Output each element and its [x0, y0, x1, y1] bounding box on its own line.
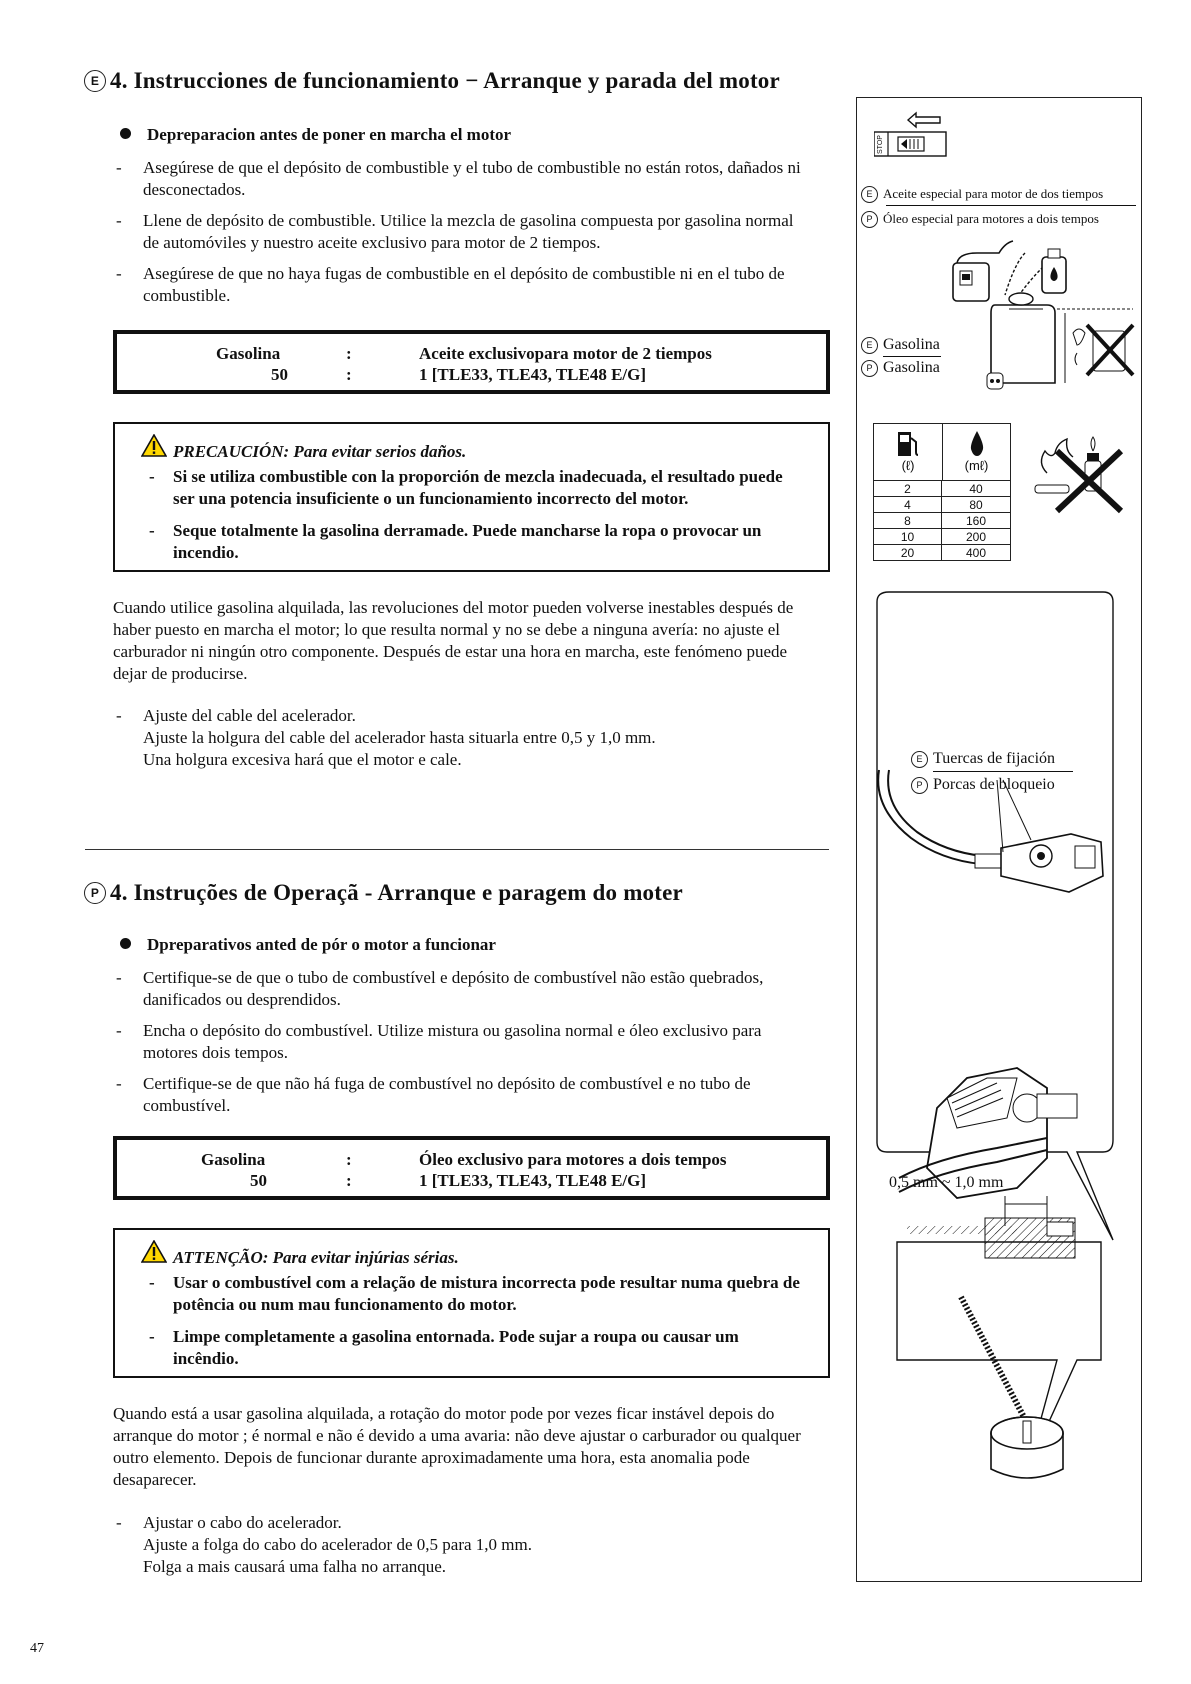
note-paragraph-pt: Quando está a usar gasolina alquilada, a rotação do motor pode por vezes ficar instável depois do arranque do motor ; é normal e não é devido a uma avaria: não deve ajustar o carburador ou qualquer outro elemento. Depois de funcionar durante aproximadamente uma hora, esta anomalia pode desaparecer.: [113, 1404, 801, 1489]
list-item: - Encha o depósito do combustível. Utilize mistura ou gasolina normal e óleo exclusivo para motores dois tempos.: [116, 1021, 762, 1062]
warning-title-pt: ATTENÇÃO: Para evitar injúrias sérias.: [173, 1248, 459, 1267]
gap-label: 0,5 mm ~ 1,0 mm: [889, 1174, 1004, 1191]
warning-item: - Usar o combustível com a relação de mistura incorrecta pode resultar numa quebra de potência ou num mau funcionamento do motor.: [149, 1273, 800, 1314]
list-item: - Certifique-se de que não há fuga de combustível no depósito de combustível e no tubo de combustível.: [116, 1074, 751, 1115]
prep-heading-pt: Dpreparativos anted de pór o motor a funcionar: [118, 935, 496, 955]
oil-label-es: E Aceite especial para motor de dos tiempos: [861, 186, 1103, 203]
warning-triangle-icon: [141, 434, 167, 457]
label-underline: [886, 205, 1136, 206]
illustration-panel: [856, 97, 1142, 1582]
warning-triangle-icon: [141, 1240, 167, 1263]
table-row: 10 200: [874, 529, 1010, 545]
table-row: 20 400: [874, 545, 1010, 561]
oil-label-pt: P Óleo especial para motores a dois tempos: [861, 211, 1099, 228]
gas-label-es: E Gasolina: [861, 336, 940, 354]
nuts-label-es: E Tuercas de fijación: [911, 750, 1055, 768]
section-title-es: E 4. Instrucciones de funcionamiento − Arranque y parada del motor: [84, 68, 780, 94]
table-row: 2 40: [874, 481, 1010, 497]
warning-box-pt: [113, 1228, 830, 1378]
fuel-can-mixing-illustration: [947, 233, 1137, 403]
note-paragraph-es: Cuando utilice gasolina alquilada, las revoluciones del motor pueden volverse inestables después de haber puesto en marcha el motor; lo que resulta normal y no se debe a ninguna avería: no ajuste el carburador ni ningún otro componente. Después de estar una hora en marcha, este fenómeno puede dejar de producirse.: [113, 598, 794, 683]
bullet-dot-icon: [120, 128, 131, 139]
gas-label-pt: P Gasolina: [861, 359, 940, 377]
table-row: 8 160: [874, 513, 1010, 529]
label-underline: [883, 356, 941, 357]
prep-heading-es: Depreparacion antes de poner en marcha el motor: [118, 125, 511, 145]
nuts-label-pt: P Porcas de bloqueio: [911, 776, 1055, 794]
fuel-pump-icon: [895, 428, 921, 458]
warning-item: - Seque totalmente la gasolina derramade. Puede mancharse la ropa o provocar un incendio.: [149, 521, 762, 562]
list-item: - Asegúrese de que no haya fugas de combustible en el depósito de combustible ni en el tubo de combustible.: [116, 264, 785, 305]
warning-item: - Limpe completamente a gasolina entornada. Pode sujar a roupa ou causar um incêndio.: [149, 1327, 739, 1368]
section-divider: [85, 849, 829, 850]
lang-badge-es: E: [84, 70, 106, 92]
cable-adjust-pt: - Ajustar o cabo do acelerador. Ajuste a folga do cabo do acelerador de 0,5 para 1,0 mm. Folga a mais causará uma falha no arranque.: [116, 1513, 532, 1576]
oil-drop-icon: [967, 428, 987, 458]
cable-gap-detail: [897, 1196, 1097, 1276]
no-fire-icon: [1027, 433, 1131, 517]
list-item: - Llene de depósito de combustible. Utilice la mezcla de gasolina compuesta por gasolina normal de automóviles y nuestro aceite exclusivo para motor de 2 tiempos.: [116, 211, 794, 252]
fuel-mix-box-es: Gasolina 50 : : Aceite exclusivopara motor de 2 tiempos 1 [TLE33, TLE43, TLE48 E/G]: [113, 330, 830, 394]
list-item: - Certifique-se de que o tubo de combustível e depósito de combustível não estão quebrados, danificados ou desprendidos.: [116, 968, 764, 1009]
table-row: 4 80: [874, 497, 1010, 513]
list-item: - Asegúrese de que el depósito de combustible y el tubo de combustible no están rotos, dañados ni desconectados.: [116, 158, 801, 199]
stop-label: STOP: [877, 135, 884, 155]
section-title-pt: P 4. Instruções de Operaçã - Arranque e paragem do moter: [84, 880, 683, 906]
mix-ratio-table: (ℓ) (mℓ) 2 40 4 80 8 160 10 200 20 400: [873, 423, 1011, 561]
throttle-knob-illustration: [957, 1293, 1097, 1483]
mix-ratio-rows: [874, 481, 1010, 560]
label-underline: [933, 771, 1073, 772]
page-number: 47: [30, 1641, 44, 1656]
warning-item: - Si se utiliza combustible con la proporción de mezcla inadecuada, el resultado puede ser una potencia insuficiente o un funcionamiento incorrecto del motor.: [149, 467, 783, 508]
cable-adjust-es: - Ajuste del cable del acelerador. Ajuste la holgura del cable del acelerador hasta situarla entre 0,5 y 1,0 mm. Una holgura excesiva hará que el motor e cale.: [116, 706, 656, 769]
bullet-dot-icon: [120, 938, 131, 949]
warning-title-es: PRECAUCIÓN: Para evitar serios daños.: [173, 442, 467, 461]
fuel-mix-box-pt: Gasolina 50 : : Óleo exclusivo para motores a dois tempos 1 [TLE33, TLE43, TLE48 E/G]: [113, 1136, 830, 1200]
warning-box-es: [113, 422, 830, 572]
lang-badge-pt: P: [84, 882, 106, 904]
